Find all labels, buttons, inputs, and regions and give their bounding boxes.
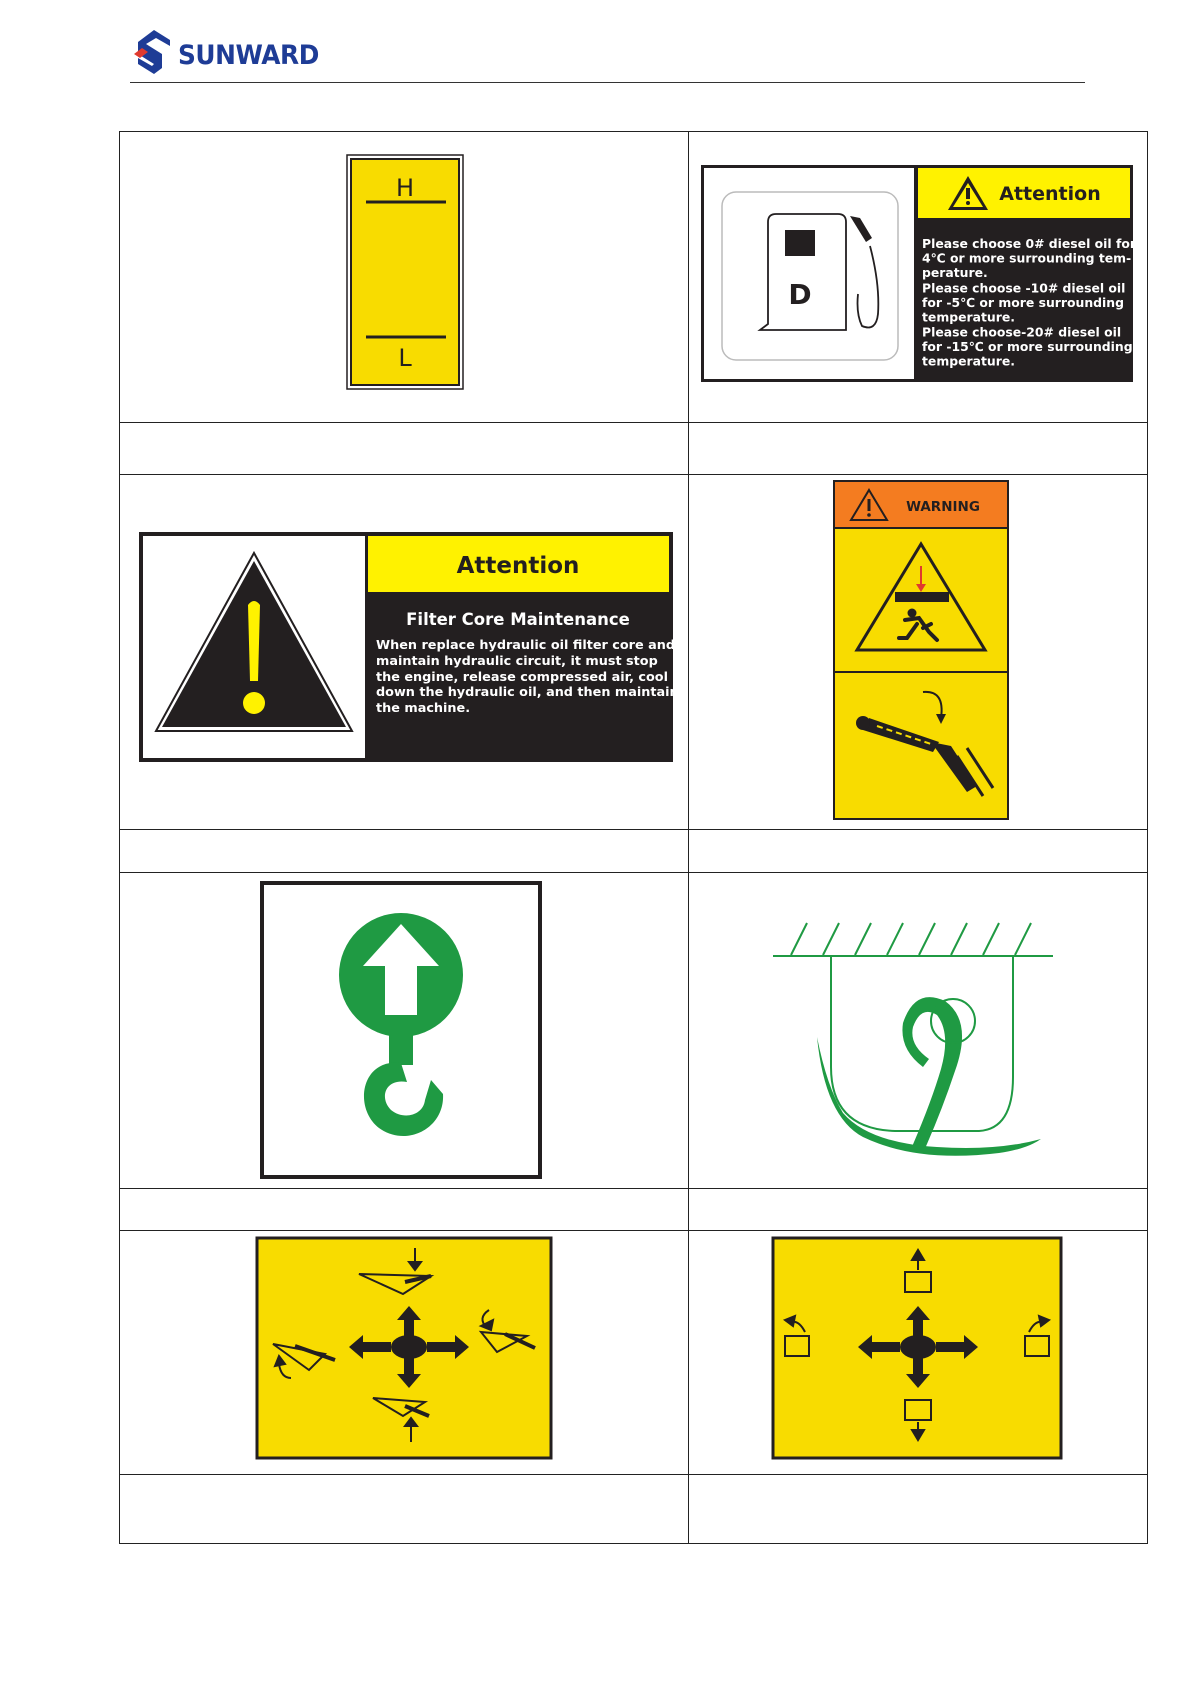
ceiling-hatch-icon xyxy=(773,923,1053,956)
bucket-control-sign xyxy=(255,1236,553,1465)
table-row xyxy=(120,1475,1148,1544)
caption-cell xyxy=(689,1189,1148,1231)
filter-line-5: the machine. xyxy=(376,701,471,716)
crush-warning-title: WARNING xyxy=(906,499,980,515)
table-row xyxy=(120,873,1148,1189)
page-header xyxy=(130,26,1085,83)
table-row xyxy=(120,1189,1148,1231)
diesel-line-5: for -5℃ or more surrounding xyxy=(922,295,1124,310)
cell-attachment-control-sign xyxy=(689,1231,1148,1475)
caption-cell xyxy=(120,423,689,475)
pump-letter: D xyxy=(788,278,812,311)
filter-attention-title: Attention xyxy=(456,553,580,579)
caption-cell xyxy=(689,423,1148,475)
table-row xyxy=(120,1231,1148,1475)
cell-crush-warning-sign xyxy=(689,475,1148,830)
attachment-control-sign xyxy=(771,1236,1063,1465)
filter-line-1: When replace hydraulic oil filter core and xyxy=(376,638,674,653)
diesel-attention-sign xyxy=(700,164,1134,388)
caption-cell xyxy=(120,1475,689,1544)
diesel-line-3: perature. xyxy=(922,265,988,280)
diesel-attention-title: Attention xyxy=(999,183,1101,205)
safety-labels-table xyxy=(119,131,1148,1544)
sling-rope-icon xyxy=(817,957,1041,1156)
cell-hanging-point-sign xyxy=(689,873,1148,1189)
low-mark-label: L xyxy=(398,344,412,372)
diesel-line-9: temperature. xyxy=(922,353,1015,369)
diesel-line-8: for -15℃ or more surrounding xyxy=(922,339,1133,354)
table-row xyxy=(120,830,1148,873)
caption-cell xyxy=(120,1189,689,1231)
table-row xyxy=(120,475,1148,830)
filter-line-2: maintain hydraulic circuit, it must stop xyxy=(376,654,658,669)
logo-text: SUNWARD xyxy=(178,40,319,71)
oil-level-sign xyxy=(346,154,464,395)
diesel-line-1: Please choose 0# diesel oil for xyxy=(922,236,1134,251)
table-row xyxy=(120,423,1148,475)
table-row xyxy=(120,132,1148,423)
high-mark-label: H xyxy=(395,174,415,202)
diesel-line-2: 4℃ or more surrounding tem- xyxy=(922,250,1132,266)
filter-line-3: the engine, release compressed air, cool xyxy=(376,670,668,685)
filter-attention-sign xyxy=(138,531,674,768)
cell-lifting-hook-sign xyxy=(120,873,689,1189)
cell-bucket-control-sign xyxy=(120,1231,689,1475)
hanging-point-sign xyxy=(767,917,1059,1174)
crush-warning-sign xyxy=(833,480,1009,825)
diesel-line-7: Please choose-20# diesel oil xyxy=(922,324,1122,340)
caption-cell xyxy=(120,830,689,873)
lifting-hook-sign xyxy=(259,880,543,1185)
filter-attention-subtitle: Filter Core Maintenance xyxy=(406,610,630,629)
caption-cell xyxy=(689,1475,1148,1544)
cell-diesel-attention-sign xyxy=(689,132,1148,423)
caption-cell xyxy=(689,830,1148,873)
cell-filter-attention-sign xyxy=(120,475,689,830)
filter-line-4: down the hydraulic oil, and then maintain xyxy=(376,685,674,700)
diesel-line-4: Please choose -10# diesel oil xyxy=(922,280,1126,296)
sunward-logo xyxy=(130,26,330,80)
diesel-line-6: temperature. xyxy=(922,309,1015,325)
cell-oil-level-sign xyxy=(120,132,689,423)
sunward-logo-icon xyxy=(132,28,178,80)
